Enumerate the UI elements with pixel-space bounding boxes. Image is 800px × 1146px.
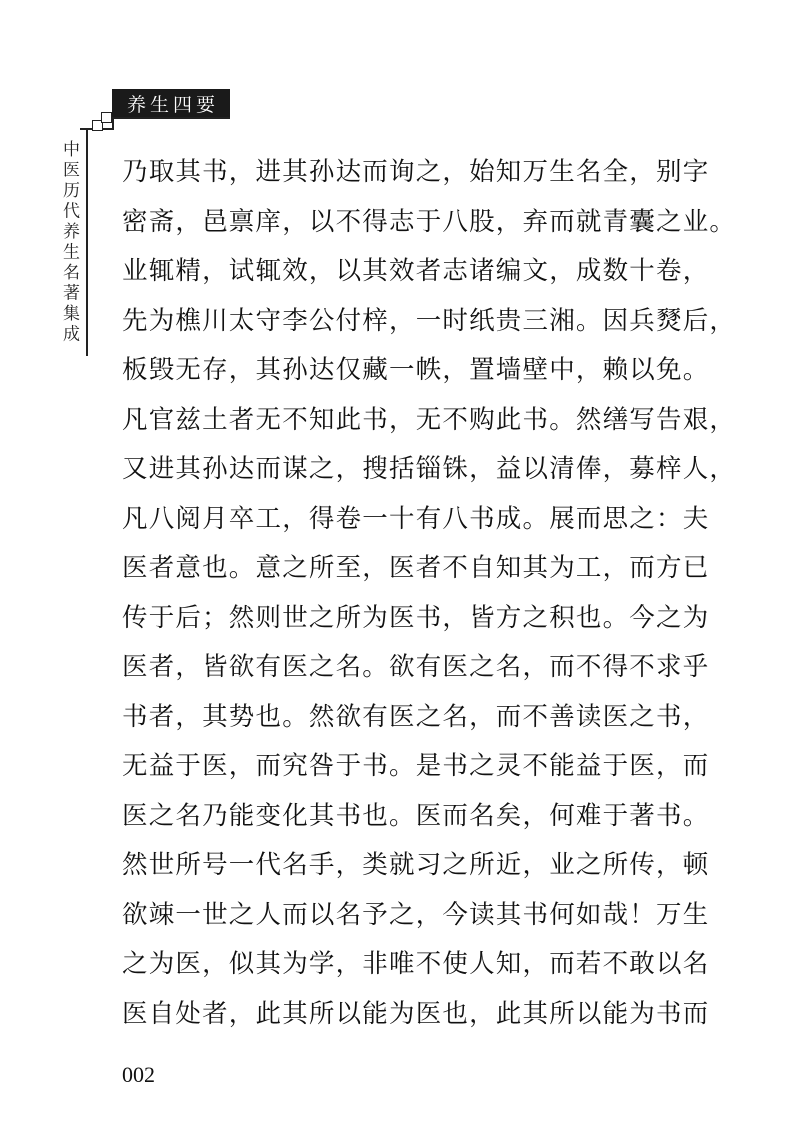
- text-line: 业辄精，试辄效，以其效者志诸编文，成数十卷，: [122, 256, 710, 286]
- page-number: 002: [122, 1062, 155, 1087]
- text-line: 凡官兹土者无不知此书，无不购此书。然缮写告艰，: [122, 404, 737, 435]
- header-rule-horizontal: [112, 117, 230, 119]
- text-line: 医者，皆欲有医之名。欲有医之名，而不得不求乎: [122, 652, 710, 682]
- frame-rule-vertical: [86, 128, 88, 356]
- section-title-label: 养生四要: [112, 89, 230, 117]
- text-line: 欲竦一世之人而以名予之，今读其书何如哉！万生: [122, 899, 710, 930]
- text-line: 医之名乃能变化其书也。医而名矣，何难于著书。: [122, 800, 710, 831]
- text-line: 之为医，似其为学，非唯不使人知，而若不敢以名: [122, 949, 710, 979]
- body-text: [122, 148, 737, 1039]
- series-title-vertical: 中医历代养生名著集成: [59, 140, 79, 345]
- text-line: 先为樵川太守李公付梓，一时纸贵三湘。因兵燹后，: [122, 305, 737, 336]
- text-line: 无益于医，而究咎于书。是书之灵不能益于医，而: [122, 751, 710, 781]
- text-line: 板毁无存，其孙达仅藏一帙，置墙壁中，赖以免。: [122, 355, 710, 385]
- text-line: 医自处者，此其所以能为医也，此其所以能为书而: [122, 998, 710, 1029]
- text-line: 书者，其势也。然欲有医之名，而不善读医之书，: [122, 701, 710, 732]
- text-line: 密斋，邑禀庠，以不得志于八股，弃而就青囊之业。: [122, 206, 737, 237]
- frame-corner-box-inner: [101, 112, 112, 123]
- text-line: 然世所号一代名手，类就习之所近，业之所传，顿: [122, 850, 710, 880]
- text-line: 凡八阅月卒工，得卷一十有八书成。展而思之：夫: [122, 503, 710, 534]
- text-line: 乃取其书，进其孙达而询之，始知万生名全，别字: [122, 157, 710, 187]
- text-line: 传于后；然则世之所为医书，皆方之积也。今之为: [122, 602, 710, 633]
- text-line: 又进其孙达而谋之，搜括锱铢，益以清俸，募梓人，: [122, 454, 737, 484]
- text-line: 医者意也。意之所至，医者不自知其为工，而方已: [122, 553, 710, 583]
